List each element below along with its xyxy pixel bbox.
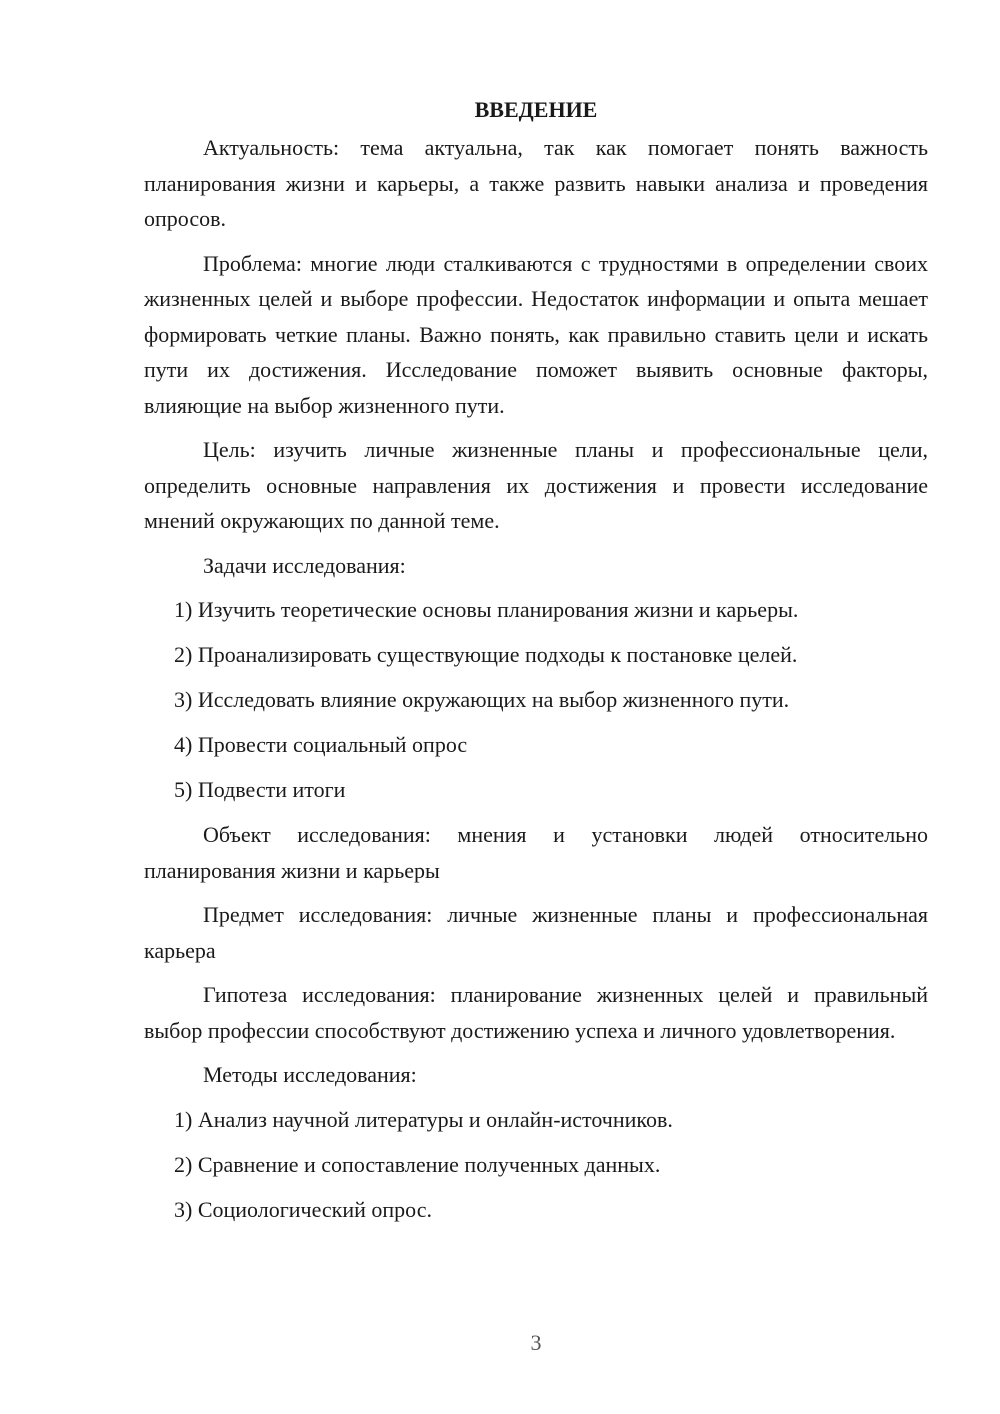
tasks-title: Задачи исследования: bbox=[203, 552, 406, 578]
task-item: 4) Провести социальный опрос bbox=[174, 732, 468, 757]
task-item: 5) Подвести итоги bbox=[174, 777, 346, 802]
page-number: 3 bbox=[530, 1330, 542, 1355]
subject-paragraph: Предмет исследования: личные жизненные планы и профессиональная карьера bbox=[144, 902, 928, 963]
tasks-list bbox=[144, 592, 928, 808]
method-item: 1) Анализ научной литературы и онлайн-источников. bbox=[174, 1106, 673, 1132]
task-item: 1) Изучить теоретические основы планирования жизни и карьеры. bbox=[174, 597, 799, 622]
object-paragraph: Объект исследования: мнения и установки людей относительно планирования жизни и карьеры bbox=[144, 822, 928, 883]
method-item: 2) Сравнение и сопоставление полученных данных. bbox=[174, 1151, 661, 1177]
method-item: 3) Социологический опрос. bbox=[174, 1196, 432, 1222]
relevance-paragraph: Актуальность: тема актуальна, так как помогает понять важность планирования жизни и карьеры, а также развить навыки анализа и проведения опросов. bbox=[144, 135, 928, 231]
hypothesis-paragraph: Гипотеза исследования: планирование жизненных целей и правильный выбор профессии способствуют достижению успеха и личного удовлетворения. bbox=[144, 982, 928, 1043]
methods-title: Методы исследования: bbox=[203, 1062, 417, 1087]
task-item: 3) Исследовать влияние окружающих на выбор жизненного пути. bbox=[174, 687, 790, 712]
methods-list bbox=[144, 1102, 928, 1228]
goal-paragraph: Цель: изучить личные жизненные планы и профессиональные цели, определить основные направления их достижения и провести исследование мнений окружающих по данной теме. bbox=[144, 437, 928, 533]
problem-paragraph: Проблема: многие люди сталкиваются с трудностями в определении своих жизненных целей и выборе профессии. Недостаток информации и опыта мешает формировать четкие планы. Важно понять, как правильно ставить цели и искать пути их достижения. Исследование поможет выявить основные факторы, влияющие на выбор жизненного пути. bbox=[144, 250, 928, 418]
document-page bbox=[144, 92, 928, 1237]
task-item: 2) Проанализировать существующие подходы к постановке целей. bbox=[174, 642, 798, 667]
section-heading: ВВЕДЕНИЕ bbox=[474, 97, 598, 122]
